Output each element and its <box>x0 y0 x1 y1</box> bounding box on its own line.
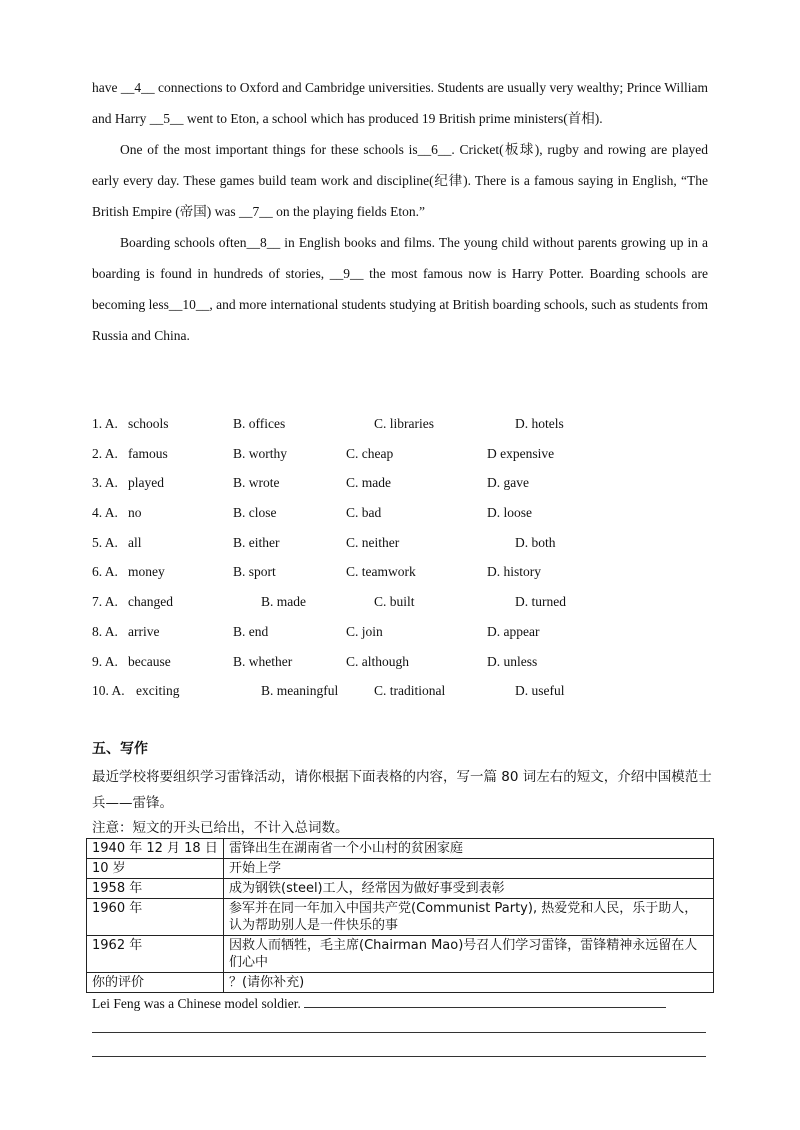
option-a: arrive <box>128 623 160 639</box>
option-row <box>92 410 708 440</box>
option-row <box>92 469 708 499</box>
option-row <box>92 648 708 678</box>
option-a: because <box>128 653 171 669</box>
option-c: C. teamwork <box>346 564 416 580</box>
passage-paragraph-1: have __4__ connections to Oxford and Cambridge universities. Students are usually very wealthy; Prince William and Harry __5__ went to Eton, a school which has produced 19 British prime ministers(首相). <box>92 80 708 126</box>
table-cell-event: 因救人而牺牲，毛主席(Chairman Mao)号召人们学习雷锋，雷锋精神永远留在人们心中 <box>224 936 714 973</box>
table-cell-event: 参军并在同一年加入中国共产党(Communist Party), 热爱党和人民，乐于助人，认为帮助别人是一件快乐的事 <box>224 899 714 936</box>
table-cell-time: 1960 年 <box>87 899 224 936</box>
option-row <box>92 499 708 529</box>
option-d: D. both <box>515 534 556 550</box>
question-number: 6. A. <box>92 564 118 580</box>
option-b: B. sport <box>233 564 276 580</box>
option-c: C. made <box>346 475 391 491</box>
option-b: B. close <box>233 505 277 521</box>
writing-starter <box>92 995 666 1012</box>
answer-line[interactable] <box>304 995 666 1008</box>
question-number: 3. A. <box>92 475 118 491</box>
option-a: money <box>128 564 165 580</box>
table-cell-event: ？(请你补充) <box>224 973 714 993</box>
option-d: D. useful <box>515 683 565 699</box>
option-a: changed <box>128 594 173 610</box>
table-cell-event: 成为钢铁(steel)工人，经常因为做好事受到表彰 <box>224 879 714 899</box>
writing-instruction: 最近学校将要组织学习雷锋活动，请你根据下面表格的内容，写一篇 80 词左右的短文，介绍中国模范士兵——雷锋。 <box>92 769 712 811</box>
option-a: famous <box>128 445 168 461</box>
option-c: C. libraries <box>374 416 434 431</box>
option-d: D expensive <box>487 445 555 461</box>
table-cell-time: 10 岁 <box>87 859 224 879</box>
option-c: C. built <box>374 594 415 610</box>
option-row <box>92 677 708 707</box>
passage-paragraph-2: One of the most important things for these schools is__6__. Cricket(板球), rugby and rowing are played early every day. These games build team work and discipline(纪律). There is a famous saying in English, “The British Empire (帝国) was __7__ on the playing fields Eton.” <box>92 142 708 219</box>
option-row <box>92 558 708 588</box>
table-cell-time: 1940 年 12 月 18 日 <box>87 839 224 859</box>
option-d: D. turned <box>515 594 566 610</box>
table-row <box>87 973 714 993</box>
option-d: D. unless <box>487 653 538 669</box>
option-b: B. made <box>261 594 306 610</box>
option-row <box>92 529 708 559</box>
option-a: played <box>128 475 164 491</box>
option-b: B. either <box>233 534 280 550</box>
option-row <box>92 588 708 618</box>
option-row <box>92 618 708 648</box>
option-b: B. offices <box>233 416 286 431</box>
option-c: C. cheap <box>346 445 394 461</box>
option-a: all <box>128 534 142 550</box>
option-c: C. neither <box>346 534 400 550</box>
question-number: 7. A. <box>92 594 118 610</box>
section-title: 五、写作 <box>92 741 148 757</box>
table-row <box>87 859 714 879</box>
option-c: C. although <box>346 653 409 669</box>
answer-line[interactable] <box>92 1032 706 1033</box>
starter-sentence: Lei Feng was a Chinese model soldier. <box>92 996 301 1011</box>
option-d: D. appear <box>487 623 540 639</box>
option-row <box>92 440 708 470</box>
table-cell-time: 你的评价 <box>87 973 224 993</box>
option-d: D. history <box>487 564 541 580</box>
option-b: B. whether <box>233 653 293 669</box>
table-row <box>87 899 714 936</box>
question-number: 2. A. <box>92 445 118 461</box>
question-number: 5. A. <box>92 534 118 550</box>
lei-feng-timeline-table <box>86 838 714 993</box>
table-row <box>87 879 714 899</box>
option-a: no <box>128 505 142 521</box>
table-cell-time: 1962 年 <box>87 936 224 973</box>
question-number: 4. A. <box>92 505 118 521</box>
writing-note: 注意：短文的开头已给出，不计入总词数。 <box>92 820 349 836</box>
option-c: C. bad <box>346 505 382 521</box>
option-b: B. worthy <box>233 445 287 461</box>
option-a: schools <box>128 416 169 431</box>
passage-paragraph-3: Boarding schools often__8__ in English books and films. The young child without parents growing up in a boarding is found in hundreds of stories, __9__ the most famous now is Harry Potter. Boarding schools are becoming less__10__, and more international students studying at British boarding schools, such as students from Russia and China. <box>92 235 708 343</box>
question-number: 10. A. <box>92 683 125 699</box>
answer-options <box>92 410 708 707</box>
table-cell-event: 开始上学 <box>224 859 714 879</box>
option-c: C. join <box>346 623 383 639</box>
option-d: D. gave <box>487 475 529 491</box>
option-d: D. loose <box>487 505 532 521</box>
table-row <box>87 839 714 859</box>
option-a: exciting <box>136 683 180 699</box>
option-d: D. hotels <box>515 416 564 431</box>
table-cell-time: 1958 年 <box>87 879 224 899</box>
table-cell-event: 雷锋出生在湖南省一个小山村的贫困家庭 <box>224 839 714 859</box>
option-c: C. traditional <box>374 683 446 699</box>
question-number: 9. A. <box>92 653 118 669</box>
option-b: B. wrote <box>233 475 280 491</box>
question-number: 1. A. <box>92 416 118 431</box>
reading-passage <box>92 72 708 351</box>
option-b: B. end <box>233 623 269 639</box>
table-row <box>87 936 714 973</box>
answer-line[interactable] <box>92 1056 706 1057</box>
option-b: B. meaningful <box>261 683 339 699</box>
question-number: 8. A. <box>92 623 118 639</box>
